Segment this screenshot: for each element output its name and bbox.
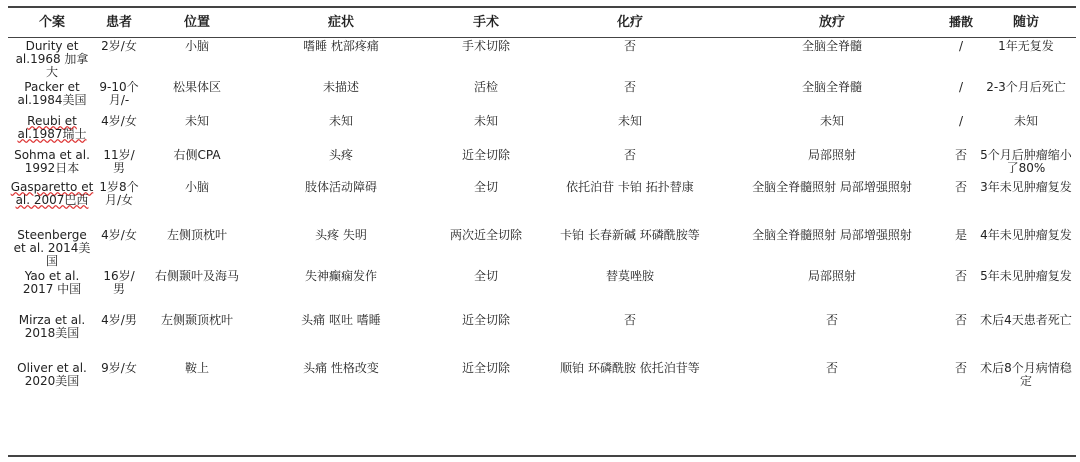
cell-case: Steenberge et al. 2014美国	[13, 227, 91, 268]
cell-symptoms: 头痛 呕吐 嗜睡	[301, 312, 381, 327]
cell-location: 鞍上	[142, 360, 252, 456]
cell-dissemination: 否	[954, 147, 967, 162]
table-row	[8, 79, 1076, 113]
cell-followup: 术后4天患者死亡	[980, 312, 1072, 327]
cell-location: 右侧CPA	[173, 147, 221, 162]
cell-radiation: 局部照射	[807, 268, 856, 283]
table-row	[8, 360, 1076, 456]
cell-symptoms: 失神癫痫发作	[304, 268, 377, 283]
header-symptoms: 症状	[252, 7, 430, 37]
cell-patient: 16岁/男	[103, 268, 135, 296]
cell-dissemination: 否	[954, 268, 967, 283]
cell-dissemination: 是	[954, 227, 967, 242]
cell-chemo: 卡铂 长春新碱 环磷酰胺等	[560, 227, 700, 242]
cell-dissemination: 否	[954, 312, 967, 327]
cell-radiation: 否	[718, 360, 946, 456]
cell-radiation: 局部照射	[807, 147, 856, 162]
header-chemo: 化疗	[542, 7, 718, 37]
cell-followup: 术后8个月病情稳定	[976, 360, 1076, 456]
cell-symptoms: 头疼	[328, 147, 353, 162]
table-row	[8, 113, 1076, 147]
header-case: 个案	[8, 7, 96, 37]
cell-surgery: 全切	[473, 268, 498, 283]
cell-location: 小脑	[184, 179, 209, 194]
cell-radiation: 全脑全脊髓	[801, 79, 862, 94]
cell-chemo: 否	[623, 79, 636, 94]
cell-followup: 4年未见肿瘤复发	[980, 227, 1072, 242]
cell-followup: 3年未见肿瘤复发	[980, 179, 1072, 194]
cell-surgery: 近全切除	[430, 360, 542, 456]
cell-dissemination: /	[958, 113, 964, 128]
header-followup: 随访	[976, 7, 1076, 37]
cell-case: Yao et al. 2017 中国	[22, 268, 82, 296]
header-patient: 患者	[96, 7, 142, 37]
cell-chemo: 未知	[617, 113, 642, 128]
cell-symptoms: 头痛 性格改变	[252, 360, 430, 456]
cell-surgery: 近全切除	[461, 312, 510, 327]
table-row	[8, 37, 1076, 79]
cell-surgery: 全切	[473, 179, 498, 194]
cell-radiation: 未知	[819, 113, 844, 128]
cell-dissemination: /	[958, 79, 964, 94]
table-row	[8, 312, 1076, 360]
cell-patient: 9-10个月/-	[99, 79, 139, 107]
cell-chemo: 否	[623, 38, 636, 53]
cell-surgery: 手术切除	[461, 38, 510, 53]
cell-followup: 5年未见肿瘤复发	[980, 268, 1072, 283]
table-row	[8, 147, 1076, 179]
cell-case: Packer et al.1984美国	[17, 79, 87, 107]
cell-case: Sohma et al. 1992日本	[14, 147, 90, 175]
cell-radiation: 全脑全脊髓照射 局部增强照射	[752, 227, 912, 242]
cell-radiation: 全脑全脊髓照射 局部增强照射	[752, 179, 912, 194]
cell-patient: 11岁/男	[103, 147, 135, 175]
cell-case: Gasparetto et al. 2007巴西	[10, 179, 94, 207]
cell-chemo: 替莫唑胺	[605, 268, 654, 283]
cell-case: Mirza et al. 2018美国	[18, 312, 86, 340]
header-dissemination: 播散	[946, 7, 976, 37]
table-row	[8, 268, 1076, 312]
cell-chemo: 否	[623, 312, 636, 327]
cell-symptoms: 未知	[328, 113, 353, 128]
cell-dissemination: 否	[954, 179, 967, 194]
cell-followup: 未知	[1013, 113, 1038, 128]
header-row	[8, 7, 1076, 37]
cell-surgery: 活检	[473, 79, 498, 94]
table-row	[8, 227, 1076, 268]
cell-case: Oliver et al. 2020美国	[8, 360, 96, 456]
header-surgery: 手术	[430, 7, 542, 37]
cell-surgery: 两次近全切除	[449, 227, 522, 242]
cell-chemo: 依托泊苷 卡铂 拓扑替康	[566, 179, 694, 194]
cell-patient: 4岁/女	[101, 227, 137, 242]
cell-symptoms: 头疼 失明	[315, 227, 367, 242]
cell-chemo: 顺铂 环磷酰胺 依托泊苷等	[542, 360, 718, 456]
cell-location: 右侧颞叶及海马	[154, 268, 239, 283]
cell-dissemination: /	[958, 38, 964, 53]
header-radiation: 放疗	[718, 7, 946, 37]
cell-case: Reubi et al.1987瑞士	[17, 113, 87, 141]
cell-patient: 2岁/女	[101, 38, 137, 53]
cell-dissemination: 否	[946, 360, 976, 456]
cell-surgery: 近全切除	[461, 147, 510, 162]
cell-patient: 1岁8个月/女	[99, 179, 139, 207]
cell-radiation: 否	[825, 312, 838, 327]
header-location: 位置	[142, 7, 252, 37]
cell-chemo: 否	[623, 147, 636, 162]
cell-location: 左侧颞顶枕叶	[160, 312, 233, 327]
cell-surgery: 未知	[473, 113, 498, 128]
cell-patient: 4岁/女	[101, 113, 137, 128]
cell-followup: 1年无复发	[998, 38, 1054, 53]
table-row	[8, 179, 1076, 227]
cell-location: 左侧顶枕叶	[166, 227, 227, 242]
cell-followup: 5个月后肿瘤缩小了80%	[980, 147, 1072, 175]
cell-location: 小脑	[184, 38, 209, 53]
cell-symptoms: 未描述	[322, 79, 359, 94]
cell-followup: 2-3个月后死亡	[986, 79, 1066, 94]
cell-radiation: 全脑全脊髓	[801, 38, 862, 53]
cell-location: 松果体区	[172, 79, 221, 94]
cell-symptoms: 嗜睡 枕部疼痛	[303, 38, 379, 53]
cell-location: 未知	[184, 113, 209, 128]
cell-symptoms: 肢体活动障碍	[304, 179, 377, 194]
case-table	[8, 6, 1076, 457]
cell-case: Durity et al.1968 加拿大	[15, 38, 89, 79]
cell-patient: 9岁/女	[96, 360, 142, 456]
cell-patient: 4岁/男	[101, 312, 137, 327]
